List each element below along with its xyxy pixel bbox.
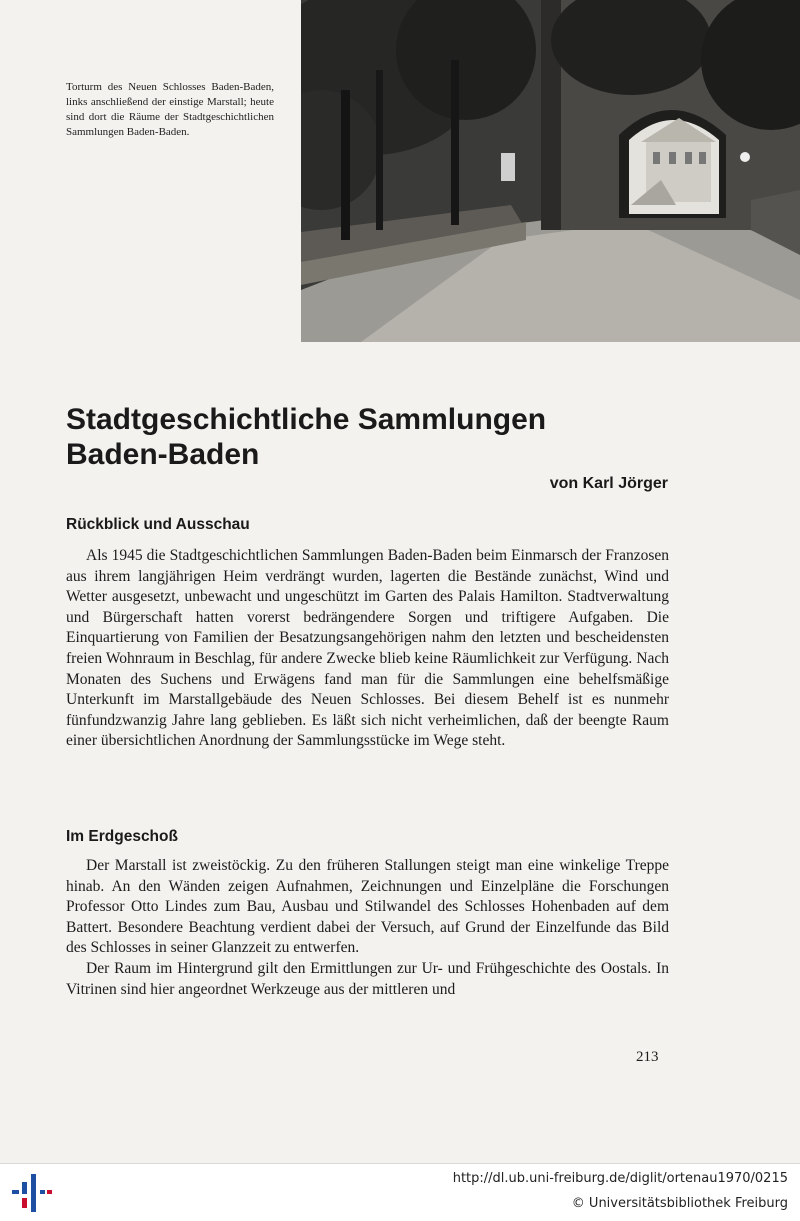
source-url-link[interactable]: http://dl.ub.uni-freiburg.de/diglit/ortenau1970/0215 [452,1171,788,1186]
article-title-line-1: Stadtgeschichtliche Sammlungen [66,403,547,436]
castle-gate-photo [301,0,800,342]
article-author: von Karl Jörger [549,475,668,492]
footer-bar [0,1163,800,1221]
article-title-line-2: Baden-Baden [66,438,260,471]
copyright-notice: © Universitätsbibliothek Freiburg [571,1196,788,1211]
paragraph: Als 1945 die Stadtgeschichtlichen Sammlungen Baden-Baden beim Einmarsch der Franzosen aus ihrem langjährigen Heim verdrängt wurden, lagerten die Bestände zunächst, Wind und Wetter ausgesetzt, unbewacht und ungeschützt im Garten des Palais Hamilton. Stadtverwaltung und Bürgerschaft hatten vorerst bedrängendere Sorgen und triftigere Aufgaben. Die Einquartierung von Familien der Besatzungsangehörigen nahm den letzten und bescheidensten freien Wohnraum in Beschlag, für andere Zwecke blieb keine Räumlichkeit zur Verfügung. Nach Monaten des Suchens und Erwägens fand man für die Sammlungen eine behelfsmäßige Unterkunft im Marstallgebäude des Neuen Schlosses. Bei diesem Behelf ist es nunmehr fünfundzwanzig Jahre lang geblieben. Es läßt sich nicht verheimlichen, daß der beengte Raum einer übersichtlichen Anordnung der Sammlungsstücke im Wege steht. [66,547,669,750]
article-title [66,402,666,472]
section-heading-erdgeschoss: Im Erdgeschoß [66,828,178,845]
ub-freiburg-logo-icon [12,1174,52,1212]
paragraph: Der Raum im Hintergrund gilt den Ermittlungen zur Ur- und Frühgeschichte des Oostals. In Vitrinen sind hier angeordnet Werkzeuge aus der mittleren und [66,959,669,998]
section-body-rueckblick [66,546,669,752]
section-heading-rueckblick: Rückblick und Ausschau [66,516,250,533]
photo-caption: Torturm des Neuen Schlosses Baden-Baden, links anschließend der einstige Marstall; heute sind dort die Räume der Stadtgeschichtlichen Sammlungen Baden-Baden. [66,81,274,138]
paragraph: Der Marstall ist zweistöckig. Zu den früheren Stallungen steigt man eine winkelige Treppe hinab. An den Wänden zeigen Aufnahmen, Zeichnungen und Einzelpläne die Forschungen Professor Otto Lindes zum Bau, Ausbau und Stilwandel des Schlosses Hohenbaden auf dem Battert. Besondere Beachtung verdient dabei der Versuch, auf Grund der Einzelfunde das Bild des Schlosses in seiner Glanzzeit zu entwerfen. [66,857,669,957]
page-number: 213 [636,1049,659,1065]
section-body-erdgeschoss [66,856,669,1000]
